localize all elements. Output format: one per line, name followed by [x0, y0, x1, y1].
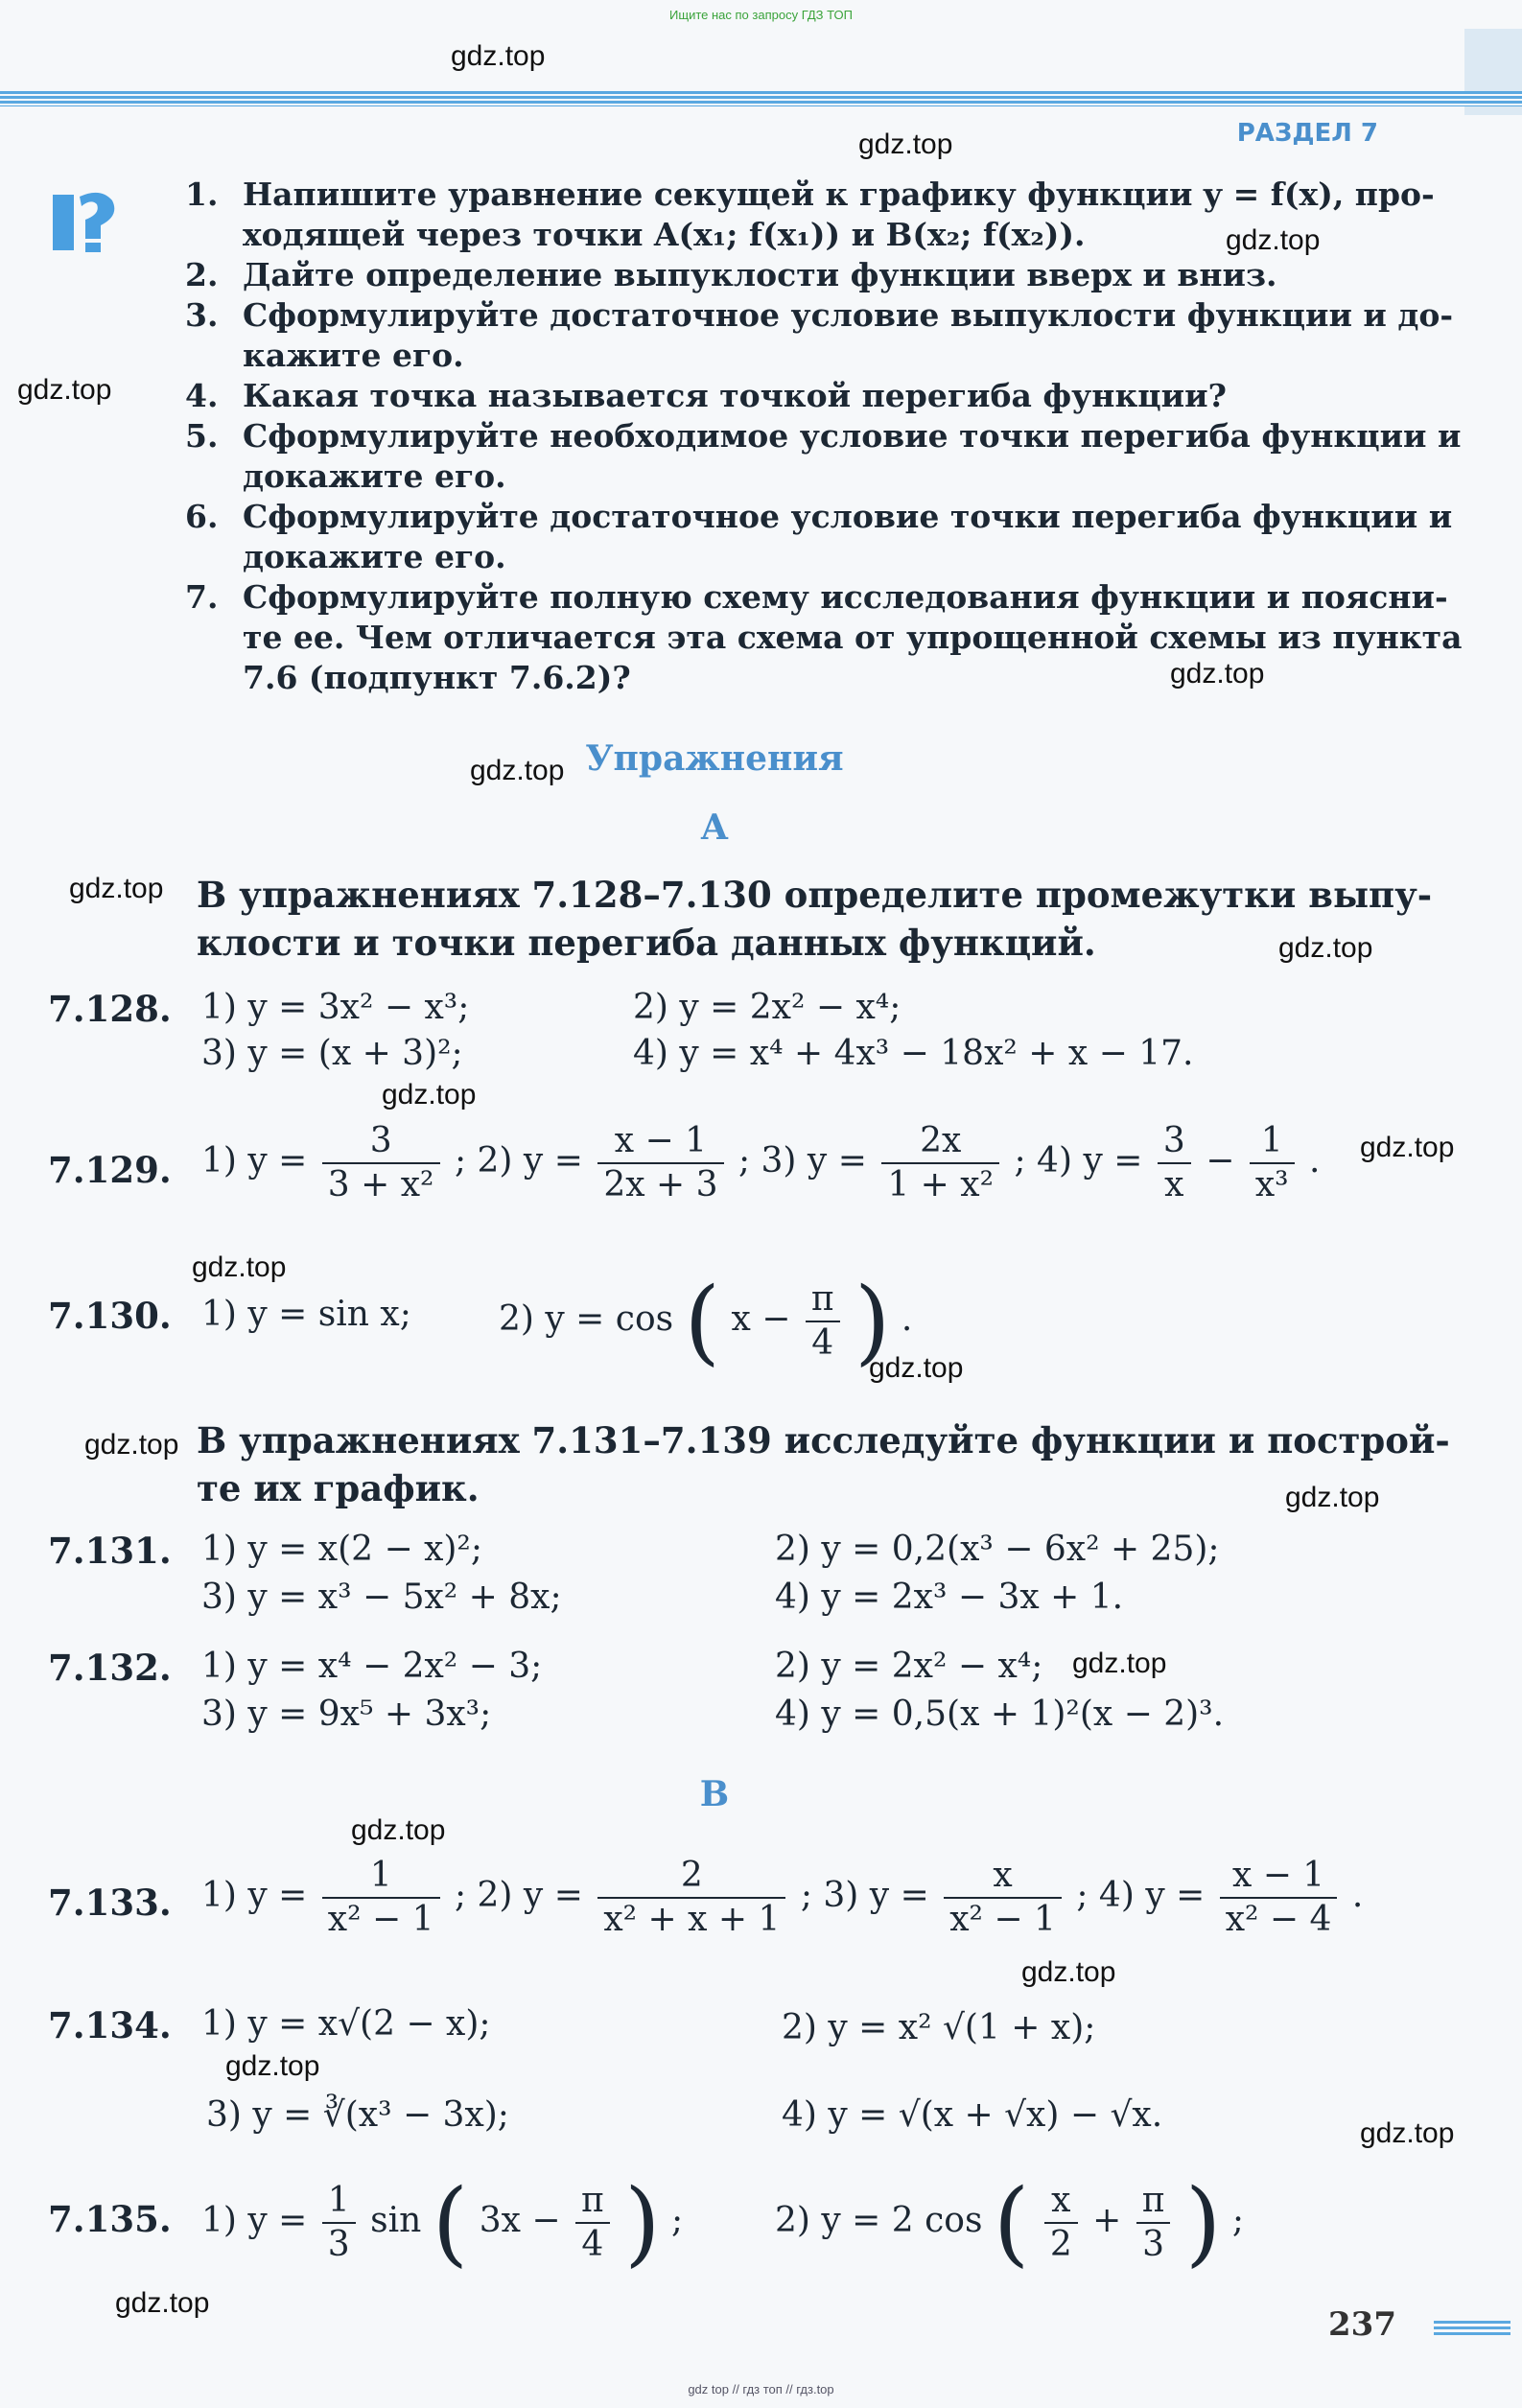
fraction: [322, 1120, 440, 1206]
formula-text: ; 3) y =: [738, 1141, 867, 1181]
watermark: gdz.top: [1285, 1482, 1380, 1513]
intro-line: те их график.: [197, 1467, 480, 1509]
question-line: 7.6 (подпункт 7.6.2)?: [243, 659, 631, 696]
watermark: gdz.top: [225, 2050, 320, 2082]
exercise-formula: [499, 1268, 912, 1375]
formula-text: .: [901, 1299, 913, 1339]
watermark: gdz.top: [1170, 658, 1265, 690]
numerator: x − 1: [614, 1121, 708, 1160]
watermark: gdz.top: [192, 1251, 287, 1283]
paren-open: (: [993, 2169, 1030, 2277]
intro-line: В упражнениях 7.131–7.139 исследуйте функции и построй-: [197, 1419, 1450, 1461]
watermark: gdz.top: [1072, 1648, 1167, 1679]
question-line: Сформулируйте полную схему исследования функции и поясни-: [243, 578, 1448, 616]
formula-text: ; 2) y =: [454, 1141, 583, 1181]
denominator: x: [1158, 1162, 1191, 1206]
question-number: 2.: [185, 256, 219, 293]
question-line: докажите его.: [243, 457, 506, 495]
fraction: [322, 2180, 356, 2266]
group-b-heading: В: [699, 1774, 730, 1814]
exercises-heading: Упражнения: [585, 738, 844, 779]
paren-close: ): [624, 2169, 661, 2277]
exercise-part: 1) y = x√(2 − x);: [201, 2004, 491, 2044]
exercise-part: 3) y = x³ − 5x² + 8x;: [201, 1578, 562, 1617]
question-item: [185, 255, 1277, 295]
watermark: gdz.top: [858, 129, 953, 160]
watermark: gdz.top: [115, 2287, 210, 2319]
exercise-part: 3) y = ∛(x³ − 3x);: [206, 2095, 509, 2135]
exercise-number: 7.131.: [48, 1530, 172, 1572]
question-number: 4.: [185, 377, 219, 414]
page-number-rule: [1434, 2321, 1510, 2338]
page-number: 237: [1328, 2305, 1396, 2344]
formula-text: 2) y = cos: [499, 1299, 674, 1339]
exercise-number: 7.129.: [48, 1149, 172, 1191]
fraction: [575, 2180, 610, 2266]
watermark: gdz.top: [351, 1814, 446, 1846]
question-number: 7.: [185, 578, 219, 616]
exercise-part: 3) y = (x + 3)²;: [201, 1034, 463, 1073]
intro-line: В упражнениях 7.128–7.130 определите промежутки выпу-: [197, 874, 1433, 916]
fraction: [1158, 1120, 1191, 1206]
formula-text: +: [1092, 2201, 1122, 2240]
question-item: [185, 416, 1462, 497]
exercise-part: 4) y = 2x³ − 3x + 1.: [775, 1578, 1124, 1617]
formula-text: sin: [370, 2201, 422, 2240]
denominator: 3: [1136, 2222, 1171, 2266]
watermark: gdz.top: [1021, 1956, 1116, 1988]
exercise-formula: [201, 1855, 1363, 1941]
denominator: x³: [1250, 1162, 1295, 1206]
exercise-part: 2) y = 2x² − x⁴;: [633, 988, 901, 1027]
watermark: gdz.top: [451, 40, 546, 72]
fraction: [881, 1120, 999, 1206]
paren-close: ): [1184, 2169, 1222, 2277]
formula-text: x −: [731, 1299, 791, 1339]
exercise-part: 1) y = x(2 − x)²;: [201, 1530, 482, 1569]
denominator: 3: [322, 2222, 356, 2266]
exercise-number: 7.132.: [48, 1647, 172, 1689]
numerator: π: [810, 1279, 834, 1319]
bottom-note: gdz top // гдз топ // гдз.top: [688, 2382, 834, 2396]
numerator: 3: [369, 1121, 392, 1160]
formula-text: ;: [671, 2201, 684, 2240]
intro-b: [197, 1416, 1450, 1512]
denominator: x² − 1: [322, 1897, 440, 1941]
denominator: 4: [575, 2222, 610, 2266]
watermark: gdz.top: [382, 1079, 477, 1110]
denominator: 4: [806, 1321, 840, 1365]
exercise-part: 2) y = 2x² − x⁴;: [775, 1647, 1043, 1686]
section-label: РАЗДЕЛ 7: [1236, 119, 1378, 148]
exercise-part: 3) y = 9x⁵ + 3x³;: [201, 1695, 492, 1734]
exercise-part: 1) y = 3x² − x³;: [201, 988, 470, 1027]
exercise-number: 7.133.: [48, 1882, 172, 1924]
exercise-number: 7.128.: [48, 988, 172, 1030]
formula-text: −: [1206, 1141, 1235, 1181]
question-line: докажите его.: [243, 538, 506, 575]
group-a-heading: А: [700, 807, 729, 848]
intro-line: клости и точки перегиба данных функций.: [197, 922, 1096, 964]
fraction: [1136, 2180, 1171, 2266]
paren-open: (: [684, 1268, 720, 1375]
fraction: [1220, 1855, 1338, 1941]
denominator: 2: [1044, 2222, 1078, 2266]
question-line: Напишите уравнение секущей к графику функции y = f(x), про-: [243, 175, 1435, 213]
fraction: [597, 1120, 723, 1206]
numerator: π: [1141, 2181, 1165, 2220]
exercise-part: 1) y = sin x;: [201, 1295, 411, 1334]
watermark: gdz.top: [69, 873, 164, 904]
numerator: 2x: [920, 1121, 962, 1160]
formula-text: 3x −: [479, 2201, 561, 2240]
numerator: 1: [327, 2181, 350, 2220]
formula-text: 1) y =: [201, 2201, 308, 2240]
question-line: ходящей через точки A(x₁; f(x₁)) и B(x₂; f(x₂)).: [243, 216, 1086, 253]
exercise-formula: [775, 2169, 1244, 2277]
exercise-part: 4) y = √(x + √x) − √x.: [782, 2095, 1163, 2135]
question-line: Дайте определение выпуклости функции вверх и вниз.: [243, 256, 1277, 293]
watermark: gdz.top: [84, 1429, 179, 1461]
question-number: 3.: [185, 296, 219, 334]
exercise-formula: [201, 2169, 683, 2277]
top-note: Ищите нас по запросу ГДЗ ТОП: [669, 8, 853, 22]
formula-text: 1) y =: [201, 1141, 308, 1181]
fraction: [806, 1278, 840, 1365]
exercise-number: 7.130.: [48, 1295, 172, 1337]
question-item: [185, 295, 1453, 376]
fraction: [944, 1855, 1062, 1941]
question-number: 5.: [185, 417, 219, 455]
watermark: gdz.top: [1278, 932, 1373, 964]
fraction: [1250, 1120, 1295, 1206]
denominator: 3 + x²: [322, 1162, 440, 1206]
exercise-part: 2) y = x² √(1 + x);: [782, 2008, 1096, 2047]
paren-close: ): [854, 1268, 891, 1375]
exercise-part: 4) y = 0,5(x + 1)²(x − 2)³.: [775, 1695, 1225, 1734]
formula-text: ;: [1231, 2201, 1244, 2240]
question-number: 6.: [185, 498, 219, 535]
watermark: gdz.top: [1360, 2117, 1455, 2149]
watermark: gdz.top: [869, 1352, 964, 1384]
numerator: x: [1051, 2181, 1071, 2220]
formula-text: ; 3) y =: [800, 1876, 929, 1915]
exercise-number: 7.135.: [48, 2198, 172, 2240]
question-line: Сформулируйте достаточное условие точки перегиба функции и: [243, 498, 1453, 535]
question-item: [185, 175, 1435, 255]
numerator: π: [580, 2181, 604, 2220]
question-item: [185, 497, 1452, 577]
watermark: gdz.top: [470, 755, 565, 786]
exercise-part: 1) y = x⁴ − 2x² − 3;: [201, 1647, 543, 1686]
numerator: x − 1: [1231, 1856, 1325, 1895]
formula-text: ; 4) y =: [1014, 1141, 1143, 1181]
question-item: [185, 376, 1227, 416]
question-line: те ее. Чем отличается эта схема от упрощенной схемы из пункта: [243, 619, 1463, 656]
denominator: x² − 4: [1220, 1897, 1338, 1941]
question-number: 1.: [185, 175, 219, 213]
exercise-number: 7.134.: [48, 2004, 172, 2046]
formula-text: 2) y = 2 cos: [775, 2201, 983, 2240]
exercise-part: 4) y = x⁴ + 4x³ − 18x² + x − 17.: [633, 1034, 1194, 1073]
formula-text: ; 2) y =: [454, 1876, 583, 1915]
paren-open: (: [432, 2169, 469, 2277]
question-line: Какая точка называется точкой перегиба функции?: [243, 377, 1227, 414]
intro-a: [197, 871, 1432, 967]
formula-text: .: [1351, 1876, 1364, 1915]
question-item: [185, 577, 1462, 698]
numerator: 1: [369, 1856, 392, 1895]
numerator: 1: [1260, 1121, 1283, 1160]
formula-text: ; 4) y =: [1076, 1876, 1206, 1915]
watermark: gdz.top: [17, 374, 112, 406]
numerator: 2: [680, 1856, 703, 1895]
formula-text: 1) y =: [201, 1876, 308, 1915]
denominator: 1 + x²: [881, 1162, 999, 1206]
watermark: gdz.top: [1226, 224, 1321, 256]
question-icon: [53, 187, 118, 252]
fraction: [322, 1855, 440, 1941]
watermark: gdz.top: [1360, 1132, 1455, 1163]
numerator: 3: [1162, 1121, 1185, 1160]
fraction: [1044, 2180, 1078, 2266]
formula-text: .: [1309, 1141, 1321, 1181]
exercise-part: 2) y = 0,2(x³ − 6x² + 25);: [775, 1530, 1220, 1569]
denominator: x² + x + 1: [597, 1897, 785, 1941]
question-line: кажите его.: [243, 337, 464, 374]
denominator: x² − 1: [944, 1897, 1062, 1941]
numerator: x: [993, 1856, 1013, 1895]
fraction: [597, 1855, 785, 1941]
header-rule: [0, 91, 1522, 106]
denominator: 2x + 3: [597, 1162, 723, 1206]
question-line: Сформулируйте необходимое условие точки перегиба функции и: [243, 417, 1462, 455]
question-line: Сформулируйте достаточное условие выпуклости функции и до-: [243, 296, 1454, 334]
exercise-formula: [201, 1120, 1320, 1206]
